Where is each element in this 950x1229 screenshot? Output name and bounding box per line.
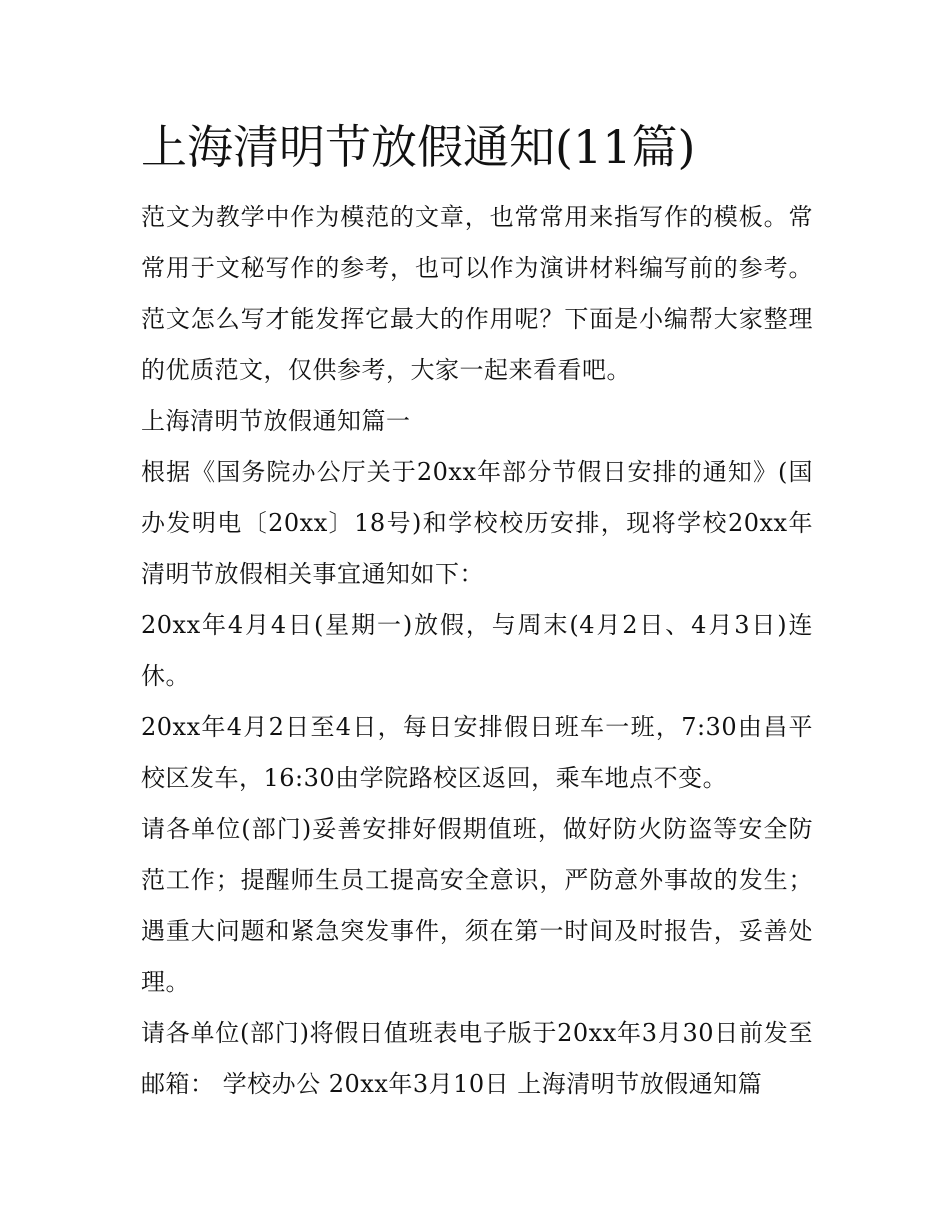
duty-roster-paragraph: 请各单位(部门)将假日值班表电子版于20xx年3月30日前发至邮箱： 学校办公 20xx年3月10日 上海清明节放假通知篇 (141, 1019, 813, 1098)
document-title: 上海清明节放假通知(11篇) (141, 120, 696, 174)
shuttle-bus-paragraph: 20xx年4月2日至4日，每日安排假日班车一班，7:30由昌平校区发车，16:30由学院路校区返回，乘车地点不变。 (141, 713, 813, 792)
document-body (141, 112, 813, 1110)
safety-duty-paragraph: 请各单位(部门)妥善安排好假期值班，做好防火防盗等安全防范工作；提醒师生员工提高安全意识，严防意外事故的发生；遇重大问题和紧急突发事件，须在第一时间及时报告，妥善处理。 (141, 815, 813, 996)
notice-basis-paragraph: 根据《国务院办公厅关于20xx年部分节假日安排的通知》(国办发明电〔20xx〕18号)和学校校历安排，现将学校20xx年清明节放假相关事宜通知如下： (141, 458, 813, 588)
holiday-date-paragraph: 20xx年4月4日(星期一)放假，与周末(4月2日、4月3日)连休。 (141, 611, 813, 690)
intro-paragraph: 范文为教学中作为模范的文章，也常常用来指写作的模板。常常用于文秘写作的参考，也可以作为演讲材料编写前的参考。范文怎么写才能发挥它最大的作用呢？下面是小编帮大家整理的优质范文，仅供参考，大家一起来看看吧。 (141, 203, 813, 384)
section-heading: 上海清明节放假通知篇一 (141, 407, 411, 435)
